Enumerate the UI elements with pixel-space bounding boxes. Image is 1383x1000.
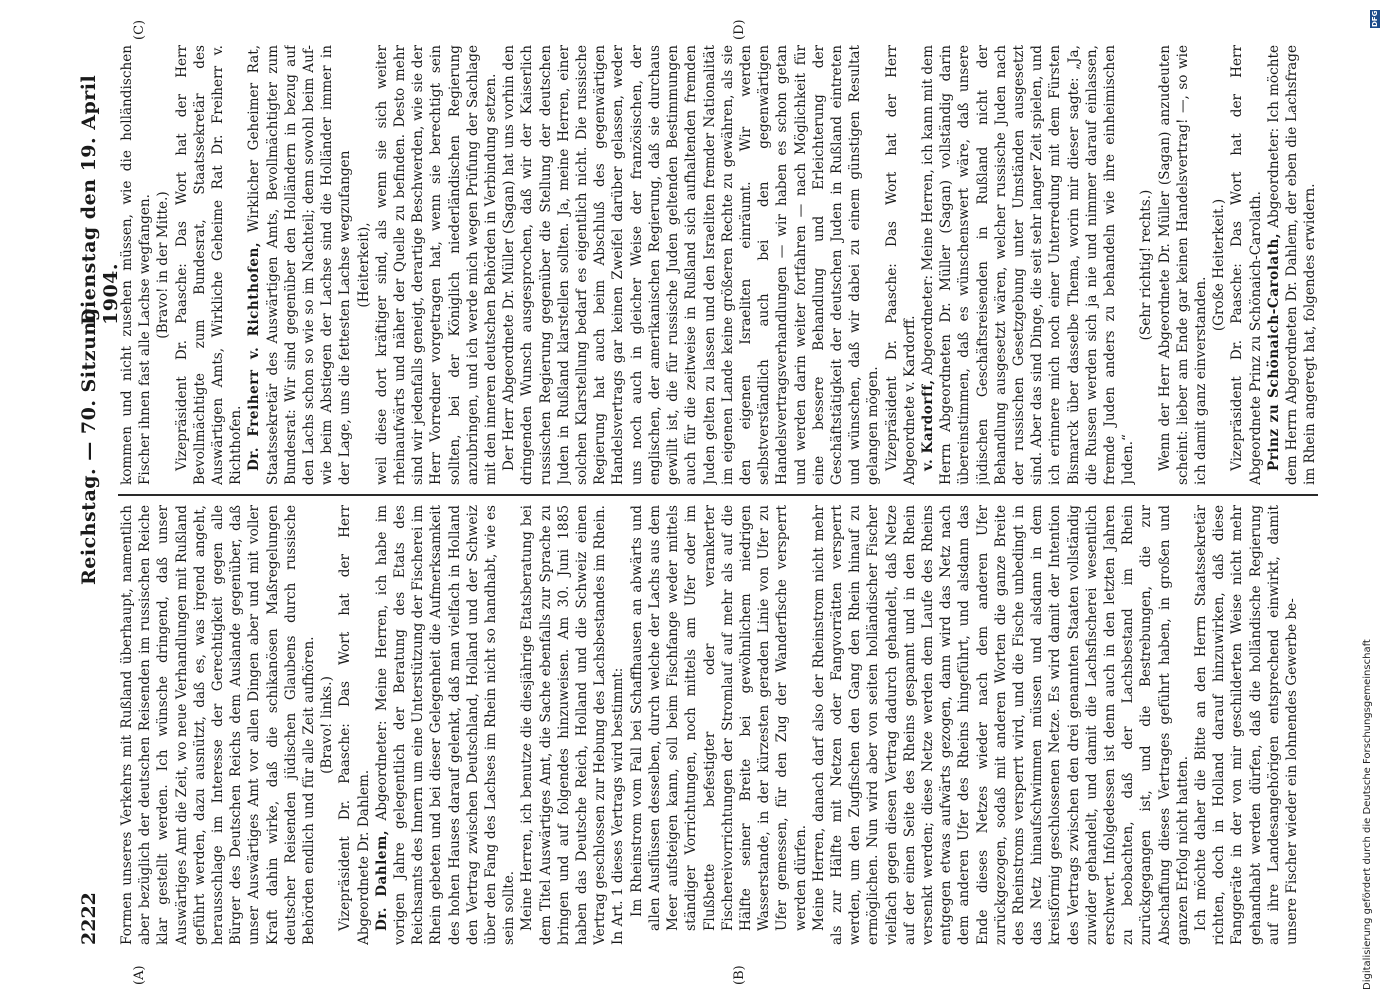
page-header [72, 45, 122, 945]
session-title: Reichstag. — 70. Sitzung. [78, 300, 100, 585]
paragraph: Formen unseres Verkehrs mit Rußland überhaupt, namentlich aber bezüglich der deutschen Reisenden im russischen Reiche klar gestellt werden. Ich wünsche dringend, daß unser Auswärtiges Amt die Zeit, wo neue Verhandlungen mit Rußland geführt werden, dazu ausnützt, daß es, was irgend angeht, herausschlage im Interesse der Gerechtigkeit gegen alle Bürger des Deutschen Reichs dem Auslande gegenüber, daß unser Auswärtiges Amt vor allen Dingen aber und mit voller Kraft dahin wirke, daß die schikanösen Maßregelungen deutscher Reisenden jüdischen Glaubens durch russische Behörden endlich und für alle Zeit aufhören. [119, 505, 318, 945]
speech-text: Abgeordneter: Meine Herren, ich habe im vorigen Jahre gelegentlich der Beratung des Etats des Reichsamts des Innern um eine Unterstützung der Fischerei im Rhein gebeten und bei dieser Gelegenheit die Aufmerksamkeit des hohen Hauses darauf gelenkt, daß man vielfach in Holland den Vertrag zwischen Deutschland, Holland und der Schweiz über den Fang des Lachses im Rhein nicht so handhabt, wie es sein sollte. [373, 505, 518, 945]
right-column [118, 45, 1318, 485]
paragraph: Meine Herren, ich benutze die diesjährige Etatsberatung bei dem Titel Auswärtiges Amt, die Sache ebenfalls zur Sprache zu bringen und auf folgendes hinzuweisen. Am 30. Juni 1885 haben das Deutsche Reich, Holland und die Schweiz einen Vertrag geschlossen zur Hebung des Lachsbestandes im Rhein. In Art. 1 dieses Vertrags wird bestimmt: [519, 505, 627, 945]
interjection: (Sehr richtig! rechts.) [1138, 189, 1155, 341]
interjection: (Heiterkeit), [355, 222, 372, 308]
interjection: (Bravo! in der Mitte.) [155, 191, 172, 339]
interjection: (Große Heiterkeit.) [1211, 198, 1228, 332]
paragraph: Ich möchte daher die Bitte an den Herrn Staatssekretär richten, doch in Holland darauf hinzuwirken, daß diese Fanggeräte in der von mir geschilderten Weise nicht mehr gehandhabt werden dürfen, daß die holländische Regierung auf ihre Landesangehörigen entsprechend einwirkt, damit unsere Fischer wieder ein lohnendes Gewerbe be- [1192, 505, 1300, 945]
speech [373, 505, 519, 945]
speaker-name: Dr. Dahlem, [373, 829, 390, 931]
speaker-name: v. Kardorff, [919, 379, 936, 471]
quotation: Im Rheinstrom vom Fall bei Schaffhausen an abwärts und allen Ausflüssen desselben, durch welche der Lachs aus dem Meer aufsteigen kann, soll beim Fischfange weder mittels ständiger Vorrichtungen, noch mittels am Ufer oder im Flußbette befestigter oder verankerter Fischereivorrichtungen der Stromlauf auf mehr als auf die Hälfte seiner Breite bei gewöhnlichem niedrigen Wasserstande, in der kürzesten geraden Linie von Ufer zu Ufer gemessen, für den Zug der Wanderfische versperrt werden dürfen. [628, 505, 809, 931]
speaker-name: Prinz zu Schönaich-Carolath, [1265, 232, 1282, 471]
margin-mark-c: (C) [132, 19, 147, 40]
paragraph: Meine Herren, danach darf also der Rheinstrom nicht mehr als zur Hälfte mit Netzen oder Fangvorrätten versperrt werden, um den Zugfischen den Gang den Rhein hinauf zu ermöglichen. Nun wird aber von seiten holländischer Fischer vielfach gegen diesen Vertrag dadurch gehandelt, daß Netze auf der einen Seite des Rheins gespannt und in den Rhein versenkt werden; diese Netze werden dem Laufe des Rheins entgegen etwas aufwärts gezogen, dann wird das Netz nach dem anderen Ufer des Rheins hingeführt, und alsdann das Ende dieses Netzes wieder nach dem anderen Ufer zurückgezogen, sodaß mit anderen Worten die ganze Breite des Rheinstroms versperrt wird, und die Fische unbedingt in das Netz hinaufschwimmen müssen und alsdann in dem kreisförmig geschlossenen Netze. Es wird damit der Intention des Vertrags zwischen den drei genannten Staaten vollständig zuwider gehandelt, und damit die Lachsfischerei wesentlich erschwert. Infolgedessen ist denn auch in den letzten Jahren zu beobachten, daß der Lachsbestand im Rhein zurückgegangen ist, und die Bestrebungen, die zur Abschaffung dieses Vertrages geführt haben, in großen und ganzen Erfolg nicht hatten. [810, 505, 1191, 945]
margin-mark-a: (A) [132, 965, 147, 985]
speaker-name: Dr. Freiherr v. Richthofen, [246, 241, 263, 471]
speech [1265, 45, 1318, 485]
margin-mark-b: (B) [732, 965, 747, 985]
speech-text: Abgeordneter: Ich möchte dem Herrn Abgeordneten Dr. Dahlem, der eben die Lachsfrage im Rhein angeregt hat, folgendes erwidern. [1265, 45, 1318, 485]
paragraph: Der Herr Abgeordnete Dr. Müller (Sagan) hat uns vorhin den dringenden Wunsch ausgesprochen, daß wir der Kaiserlich russischen Regierung gegenüber die Stellung der deutschen Juden in Rußland klarstellen sollten. Ja, meine Herren, einer solchen Klarstellung bedarf es eigentlich nicht. Die russische Regierung hat auch beim Abschluß des gegenwärtigen Handelsvertrags gar keinen Zweifel darüber gelassen, weder uns noch auch in gleicher Weise der französischen, der englischen, der amerikanischen Regierung, daß sie durchaus gewillt ist, die für russische Juden geltenden Bestimmungen auch für die zeitweise in Rußland sich aufhaltenden fremden Juden gelten zu lassen und den Israeliten fremder Nationalität im eigenen Lande keine größeren Rechte zu gewähren, als sie den eigenen Israeliten einräumt. Wir werden selbstverständlich auch bei den gegenwärtigen Handelsvertragsverhandlungen — wir haben es schon getan und werden darin weiter fortfahren — nach Möglichkeit für eine bessere Behandlung und Erleichterung der Geschäftstätigkeit der deutschen Juden in Rußland eintreten und wünschen, daß wir dabei zu einem günstigen Resultat gelangen mögen. [501, 45, 882, 485]
left-column [118, 505, 1318, 945]
document-page [72, 19, 1332, 985]
paragraph: Vizepräsident Dr. Paasche: Das Wort hat der Herr Abgeordnete Dr. Dahlem. [337, 505, 372, 945]
paragraph: kommen und nicht zusehen müssen, wie die holländischen Fischer ihnen fast alle Lachse wegfangen. [119, 45, 154, 485]
paragraph: Vizepräsident Dr. Paasche: Das Wort hat der Herr Abgeordnete v. Kardorff. [883, 45, 918, 485]
speech [919, 45, 1137, 485]
speech [245, 45, 354, 485]
column-divider [118, 495, 1318, 497]
speech-text: Wirklicher Geheimer Rat, Staatssekretär des Auswärtigen Amts, Bevollmächtigter zum Bundesrat: Wir sind gegenüber den Holländern in bezug auf den Lachs schon so wie so im Nachteil; denn sowohl beim Auf- wie beim Abstiegen der Lachse sind die Holländer immer in der Lage, uns die fettesten Lachse wegzufangen [246, 45, 354, 485]
page-number: 2222 [78, 892, 100, 945]
interjection: (Bravo! links.) [319, 676, 336, 774]
funding-note: Digitalisierung gefördert durch die Deutsche Forschungsgemeinschaft [1362, 639, 1373, 990]
session-date: Dienstag den 19. April 1904. [78, 74, 122, 325]
speech-text: Abgeordneter: Meine Herren, ich kann mit dem Herrn Abgeordneten Dr. Müller (Sagan) vollständig darin übereinstimmen, daß es wünschenswert wäre, daß unsere jüdischen Geschäftsreisenden in Rußland nicht der Behandlung ausgesetzt wären, welcher russische Juden nach der russischen Gesetzgebung unter Umständen ausgesetzt sind. Aber das sind Dinge, die seit sehr langer Zeit spielen, und ich erinnere mich noch einer Unterredung mit dem Fürsten Bismarck über dasselbe Thema, worin mir dieser sagte: „Ja, die Russen werden sich ja nie und nimmer darauf einlassen, fremde Juden anders zu behandeln wie ihre einheimischen Juden.“ [919, 45, 1137, 485]
paragraph: Wenn der Herr Abgeordnete Dr. Müller (Sagan) anzudeuten scheint: lieber am Ende gar keinen Handelsvertrag! —, so wie ich damit ganz einverstanden. [1156, 45, 1209, 485]
margin-mark-d: (D) [732, 19, 747, 40]
dfg-logo: DFG [1371, 10, 1379, 28]
paragraph: Vizepräsident Dr. Paasche: Das Wort hat der Herr Bevollmächtigte zum Bundesrat, Staatssekretär des Auswärtigen Amts, Wirkliche Geheime Rat Dr. Freiherr v. Richthofen. [173, 45, 245, 485]
paragraph: Vizepräsident Dr. Paasche: Das Wort hat der Herr Abgeordnete Prinz zu Schönaich-Carolath. [1229, 45, 1264, 485]
paragraph: weil diese dort kräftiger sind, als wenn sie sich weiter rheinaufwärts und näher der Quelle zu befinden. Desto mehr sind wir jedenfalls geneigt, derartige Beschwerden, wie sie der Herr Vorredner vorgetragen hat, wenn sie berechtigt sein sollten, bei der Königlich niederländischen Regierung anzubringen, und ich werde mich wegen Prüfung der Sachlage mit den inneren deutschen Behörden in Verbindung setzen. [373, 45, 500, 485]
